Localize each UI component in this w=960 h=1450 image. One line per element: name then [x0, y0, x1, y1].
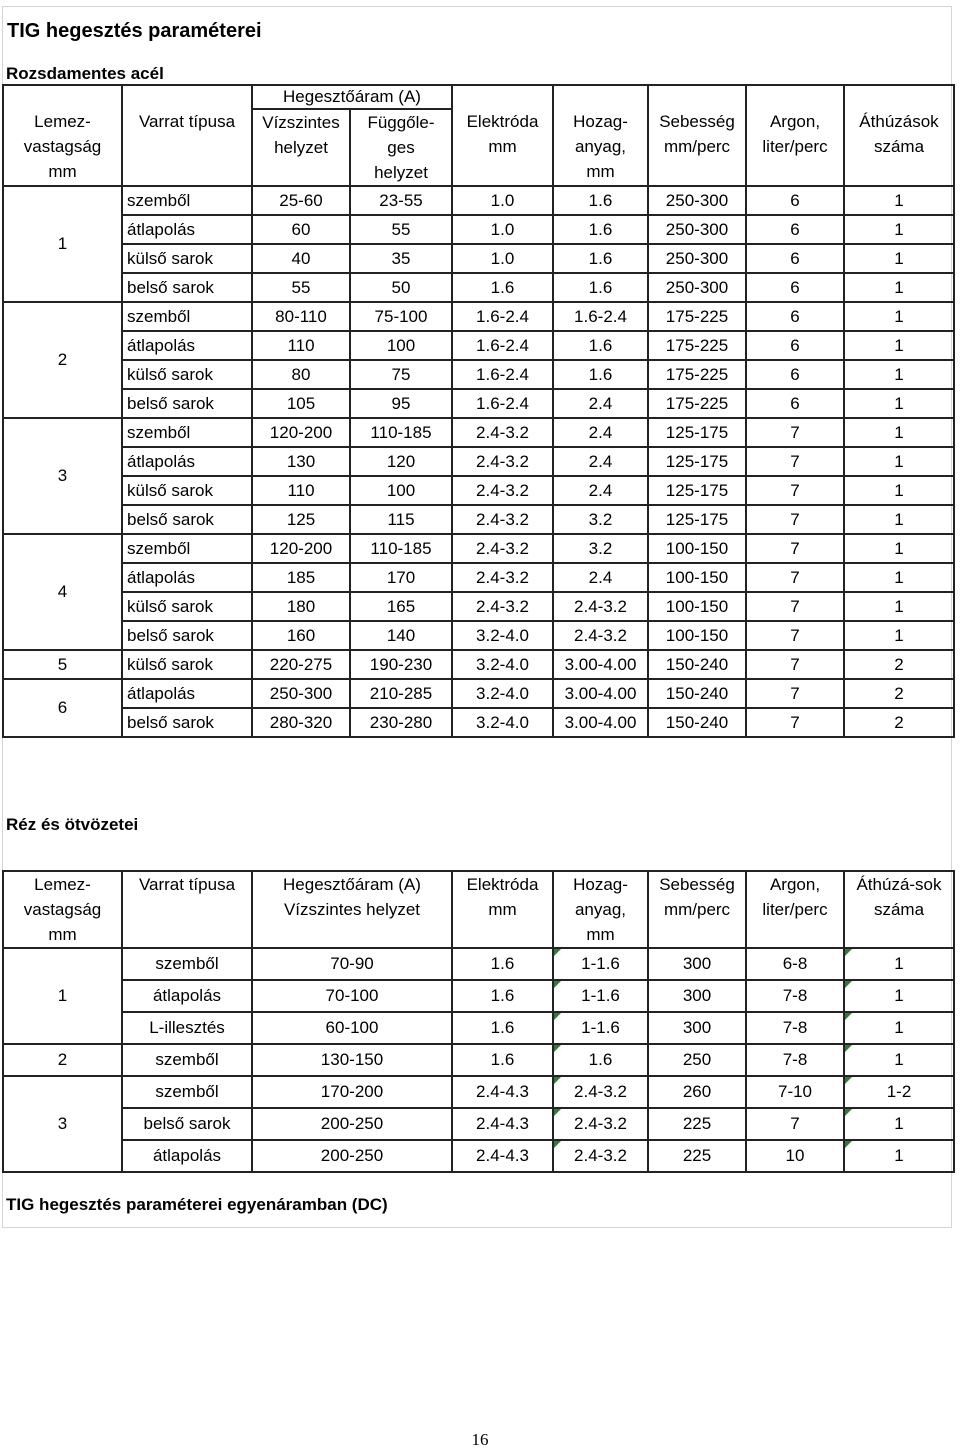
value-cell: 7-10 — [746, 1076, 844, 1108]
value-cell: 130-150 — [252, 1044, 452, 1076]
weld-type-cell: belső sarok — [122, 708, 252, 737]
table-row — [3, 273, 954, 302]
value-cell: 1 — [844, 1140, 954, 1172]
value-cell: 2.4-3.2 — [452, 505, 553, 534]
thickness-cell: 2 — [3, 302, 122, 418]
value-cell: 1-1.6 — [553, 1012, 648, 1044]
value-cell: 7 — [746, 563, 844, 592]
value-cell: 1.6 — [553, 273, 648, 302]
value-cell: 100-150 — [648, 592, 746, 621]
value-cell: 2.4-3.2 — [452, 476, 553, 505]
value-cell: 1 — [844, 948, 954, 980]
section-title-stainless: Rozsdamentes acél — [6, 64, 164, 83]
value-cell: 1 — [844, 244, 954, 273]
value-cell: 1 — [844, 215, 954, 244]
value-cell: 190-230 — [350, 650, 452, 679]
value-cell: 7 — [746, 650, 844, 679]
value-cell: 3.2-4.0 — [452, 679, 553, 708]
weld-type-cell: szemből — [122, 302, 252, 331]
value-cell: 1 — [844, 534, 954, 563]
table-row — [3, 215, 954, 244]
weld-type-cell: külső sarok — [122, 476, 252, 505]
value-cell: 1 — [844, 505, 954, 534]
table-row — [3, 331, 954, 360]
header-blank — [553, 85, 648, 109]
table-row — [3, 1012, 954, 1044]
header-vertical: Függőle- ges helyzet — [350, 109, 452, 186]
value-cell: 3.2-4.0 — [452, 650, 553, 679]
value-cell: 1.6 — [452, 1012, 553, 1044]
value-cell: 280-320 — [252, 708, 350, 737]
value-cell: 3.00-4.00 — [553, 650, 648, 679]
value-cell: 100-150 — [648, 534, 746, 563]
value-cell: 250-300 — [648, 215, 746, 244]
table-row — [3, 534, 954, 563]
value-cell: 7 — [746, 621, 844, 650]
header-speed: Sebesség mm/perc — [648, 871, 746, 948]
weld-type-cell: külső sarok — [122, 650, 252, 679]
weld-type-cell: belső sarok — [122, 1108, 252, 1140]
value-cell: 300 — [648, 980, 746, 1012]
value-cell: 1 — [844, 389, 954, 418]
value-cell: 55 — [252, 273, 350, 302]
thickness-cell: 3 — [3, 418, 122, 534]
table-row — [3, 621, 954, 650]
value-cell: 1 — [844, 1044, 954, 1076]
value-cell: 175-225 — [648, 331, 746, 360]
value-cell: 2 — [844, 708, 954, 737]
value-cell: 6-8 — [746, 948, 844, 980]
value-cell: 125-175 — [648, 476, 746, 505]
value-cell: 175-225 — [648, 389, 746, 418]
value-cell: 1.6-2.4 — [452, 389, 553, 418]
weld-type-cell: átlapolás — [122, 331, 252, 360]
value-cell: 260 — [648, 1076, 746, 1108]
value-cell: 1.6 — [553, 244, 648, 273]
table-row — [3, 563, 954, 592]
value-cell: 80 — [252, 360, 350, 389]
header-speed: Sebesség mm/perc — [648, 109, 746, 186]
value-cell: 1 — [844, 273, 954, 302]
value-cell: 220-275 — [252, 650, 350, 679]
table-row — [3, 650, 954, 679]
value-cell: 3.2 — [553, 505, 648, 534]
thickness-cell: 3 — [3, 1076, 122, 1172]
value-cell: 1.6-2.4 — [553, 302, 648, 331]
value-cell: 1.6 — [553, 360, 648, 389]
weld-type-cell: átlapolás — [122, 215, 252, 244]
value-cell: 1 — [844, 476, 954, 505]
weld-type-cell: szemből — [122, 186, 252, 215]
value-cell: 10 — [746, 1140, 844, 1172]
header-passes: Áthúzá-sok száma — [844, 871, 954, 948]
value-cell: 3.00-4.00 — [553, 708, 648, 737]
value-cell: 80-110 — [252, 302, 350, 331]
table-row — [3, 447, 954, 476]
value-cell: 175-225 — [648, 302, 746, 331]
weld-type-cell: belső sarok — [122, 505, 252, 534]
table-row — [3, 708, 954, 737]
footer-title: TIG hegesztés paraméterei egyenáramban (DC) — [6, 1195, 388, 1214]
header-horizontal: Vízszintes helyzet — [252, 109, 350, 186]
value-cell: 200-250 — [252, 1108, 452, 1140]
table-row — [3, 1140, 954, 1172]
table-row — [3, 1076, 954, 1108]
value-cell: 70-90 — [252, 948, 452, 980]
header-weld-type: Varrat típusa — [122, 109, 252, 186]
value-cell: 250-300 — [648, 244, 746, 273]
value-cell: 1.0 — [452, 186, 553, 215]
weld-type-cell: külső sarok — [122, 360, 252, 389]
value-cell: 1 — [844, 360, 954, 389]
value-cell: 3.2-4.0 — [452, 621, 553, 650]
weld-type-cell: szemből — [122, 948, 252, 980]
header-blank — [648, 85, 746, 109]
weld-type-cell: átlapolás — [122, 563, 252, 592]
header-blank — [746, 85, 844, 109]
value-cell: 1.0 — [452, 215, 553, 244]
weld-type-cell: átlapolás — [122, 980, 252, 1012]
value-cell: 1 — [844, 621, 954, 650]
value-cell: 6 — [746, 360, 844, 389]
value-cell: 125 — [252, 505, 350, 534]
value-cell: 2.4 — [553, 447, 648, 476]
value-cell: 1-2 — [844, 1076, 954, 1108]
value-cell: 210-285 — [350, 679, 452, 708]
header-current-group: Hegesztőáram (A) — [252, 85, 452, 109]
value-cell: 6 — [746, 244, 844, 273]
header-argon: Argon, liter/perc — [746, 871, 844, 948]
table-row — [3, 389, 954, 418]
value-cell: 110 — [252, 331, 350, 360]
thickness-cell: 2 — [3, 1044, 122, 1076]
thickness-cell: 4 — [3, 534, 122, 650]
table-row — [3, 476, 954, 505]
value-cell: 6 — [746, 273, 844, 302]
value-cell: 60-100 — [252, 1012, 452, 1044]
weld-type-cell: átlapolás — [122, 447, 252, 476]
table-row — [3, 679, 954, 708]
weld-type-cell: L-illesztés — [122, 1012, 252, 1044]
value-cell: 100 — [350, 476, 452, 505]
table-row — [3, 244, 954, 273]
value-cell: 2.4-3.2 — [452, 563, 553, 592]
value-cell: 225 — [648, 1108, 746, 1140]
value-cell: 1.6 — [452, 948, 553, 980]
page-number: 16 — [471, 1430, 489, 1449]
value-cell: 7 — [746, 534, 844, 563]
value-cell: 1 — [844, 331, 954, 360]
header-blank — [452, 85, 553, 109]
value-cell: 55 — [350, 215, 452, 244]
value-cell: 250 — [648, 1044, 746, 1076]
value-cell: 100-150 — [648, 563, 746, 592]
value-cell: 3.2-4.0 — [452, 708, 553, 737]
value-cell: 2.4-4.3 — [452, 1076, 553, 1108]
value-cell: 160 — [252, 621, 350, 650]
value-cell: 75 — [350, 360, 452, 389]
value-cell: 1.6 — [452, 273, 553, 302]
value-cell: 35 — [350, 244, 452, 273]
value-cell: 1 — [844, 980, 954, 1012]
value-cell: 2.4 — [553, 476, 648, 505]
thickness-cell: 6 — [3, 679, 122, 737]
value-cell: 100-150 — [648, 621, 746, 650]
value-cell: 250-300 — [648, 186, 746, 215]
header-thickness: Lemez- vastagság mm — [3, 109, 122, 186]
table-row — [3, 186, 954, 215]
table-row — [3, 1108, 954, 1140]
value-cell: 100 — [350, 331, 452, 360]
value-cell: 23-55 — [350, 186, 452, 215]
value-cell: 1.6 — [452, 1044, 553, 1076]
weld-type-cell: belső sarok — [122, 389, 252, 418]
value-cell: 1 — [844, 418, 954, 447]
value-cell: 7 — [746, 447, 844, 476]
weld-type-cell: belső sarok — [122, 621, 252, 650]
weld-type-cell: külső sarok — [122, 244, 252, 273]
value-cell: 230-280 — [350, 708, 452, 737]
value-cell: 3.00-4.00 — [553, 679, 648, 708]
value-cell: 170-200 — [252, 1076, 452, 1108]
thickness-cell: 1 — [3, 948, 122, 1044]
value-cell: 1 — [844, 1108, 954, 1140]
value-cell: 1 — [844, 447, 954, 476]
header-blank — [3, 85, 122, 109]
value-cell: 150-240 — [648, 708, 746, 737]
value-cell: 7 — [746, 708, 844, 737]
value-cell: 1-1.6 — [553, 948, 648, 980]
value-cell: 7 — [746, 505, 844, 534]
value-cell: 2.4 — [553, 563, 648, 592]
value-cell: 2.4-4.3 — [452, 1140, 553, 1172]
value-cell: 1.6-2.4 — [452, 302, 553, 331]
value-cell: 185 — [252, 563, 350, 592]
value-cell: 75-100 — [350, 302, 452, 331]
header-electrode: Elektróda mm — [452, 109, 553, 186]
value-cell: 6 — [746, 331, 844, 360]
value-cell: 6 — [746, 389, 844, 418]
value-cell: 7 — [746, 1108, 844, 1140]
value-cell: 2 — [844, 650, 954, 679]
header-blank — [122, 85, 252, 109]
value-cell: 300 — [648, 1012, 746, 1044]
section-title-copper: Réz és ötvözetei — [6, 815, 139, 834]
value-cell: 2.4-3.2 — [553, 592, 648, 621]
value-cell: 125-175 — [648, 447, 746, 476]
value-cell: 150-240 — [648, 650, 746, 679]
value-cell: 225 — [648, 1140, 746, 1172]
copper-alloys-table — [2, 870, 955, 1173]
value-cell: 2.4-4.3 — [452, 1108, 553, 1140]
header-filler: Hozag- anyag, mm — [553, 871, 648, 948]
table-row — [3, 980, 954, 1012]
weld-type-cell: külső sarok — [122, 592, 252, 621]
value-cell: 1 — [844, 302, 954, 331]
value-cell: 1 — [844, 186, 954, 215]
weld-type-cell: szemből — [122, 418, 252, 447]
value-cell: 2.4 — [553, 418, 648, 447]
header-electrode: Elektróda mm — [452, 871, 553, 948]
value-cell: 7-8 — [746, 1012, 844, 1044]
weld-type-cell: átlapolás — [122, 1140, 252, 1172]
value-cell: 250-300 — [648, 273, 746, 302]
value-cell: 40 — [252, 244, 350, 273]
value-cell: 300 — [648, 948, 746, 980]
value-cell: 1-1.6 — [553, 980, 648, 1012]
page-title: TIG hegesztés paraméterei — [7, 20, 262, 42]
value-cell: 2.4-3.2 — [553, 621, 648, 650]
weld-type-cell: szemből — [122, 1076, 252, 1108]
value-cell: 95 — [350, 389, 452, 418]
value-cell: 150-240 — [648, 679, 746, 708]
header-filler: Hozag- anyag, mm — [553, 109, 648, 186]
value-cell: 180 — [252, 592, 350, 621]
value-cell: 2.4-3.2 — [452, 592, 553, 621]
value-cell: 6 — [746, 186, 844, 215]
value-cell: 1.6 — [553, 186, 648, 215]
value-cell: 3.2 — [553, 534, 648, 563]
value-cell: 2.4-3.2 — [452, 418, 553, 447]
value-cell: 2.4-3.2 — [452, 447, 553, 476]
value-cell: 2.4-3.2 — [553, 1076, 648, 1108]
value-cell: 120-200 — [252, 534, 350, 563]
table-row — [3, 1044, 954, 1076]
table-row — [3, 592, 954, 621]
value-cell: 105 — [252, 389, 350, 418]
value-cell: 7-8 — [746, 980, 844, 1012]
value-cell: 125-175 — [648, 418, 746, 447]
weld-type-cell: szemből — [122, 1044, 252, 1076]
value-cell: 7 — [746, 679, 844, 708]
value-cell: 110-185 — [350, 534, 452, 563]
header-blank — [844, 85, 954, 109]
value-cell: 6 — [746, 302, 844, 331]
value-cell: 7 — [746, 476, 844, 505]
value-cell: 2.4-3.2 — [452, 534, 553, 563]
value-cell: 25-60 — [252, 186, 350, 215]
value-cell: 1.6 — [553, 215, 648, 244]
value-cell: 60 — [252, 215, 350, 244]
value-cell: 130 — [252, 447, 350, 476]
header-argon: Argon, liter/perc — [746, 109, 844, 186]
table-row — [3, 302, 954, 331]
header-thickness: Lemez- vastagság mm — [3, 871, 122, 948]
value-cell: 2.4 — [553, 389, 648, 418]
value-cell: 1 — [844, 1012, 954, 1044]
table-row — [3, 360, 954, 389]
thickness-cell: 1 — [3, 186, 122, 302]
value-cell: 2.4-3.2 — [553, 1108, 648, 1140]
value-cell: 1.6 — [553, 1044, 648, 1076]
header-current: Hegesztőáram (A) Vízszintes helyzet — [252, 871, 452, 948]
weld-type-cell: szemből — [122, 534, 252, 563]
value-cell: 7 — [746, 592, 844, 621]
value-cell: 175-225 — [648, 360, 746, 389]
value-cell: 7 — [746, 418, 844, 447]
value-cell: 1.6-2.4 — [452, 331, 553, 360]
stainless-steel-table — [2, 84, 955, 738]
value-cell: 70-100 — [252, 980, 452, 1012]
value-cell: 170 — [350, 563, 452, 592]
value-cell: 1.0 — [452, 244, 553, 273]
header-weld-type: Varrat típusa — [122, 871, 252, 948]
value-cell: 120 — [350, 447, 452, 476]
value-cell: 1.6 — [553, 331, 648, 360]
value-cell: 140 — [350, 621, 452, 650]
value-cell: 6 — [746, 215, 844, 244]
value-cell: 110 — [252, 476, 350, 505]
table-row — [3, 418, 954, 447]
weld-type-cell: átlapolás — [122, 679, 252, 708]
header-passes: Áthúzások száma — [844, 109, 954, 186]
thickness-cell: 5 — [3, 650, 122, 679]
value-cell: 1 — [844, 592, 954, 621]
value-cell: 1.6 — [452, 980, 553, 1012]
value-cell: 165 — [350, 592, 452, 621]
value-cell: 7-8 — [746, 1044, 844, 1076]
value-cell: 1.6-2.4 — [452, 360, 553, 389]
value-cell: 2 — [844, 679, 954, 708]
value-cell: 200-250 — [252, 1140, 452, 1172]
table-row — [3, 948, 954, 980]
value-cell: 110-185 — [350, 418, 452, 447]
value-cell: 250-300 — [252, 679, 350, 708]
value-cell: 125-175 — [648, 505, 746, 534]
value-cell: 1 — [844, 563, 954, 592]
value-cell: 2.4-3.2 — [553, 1140, 648, 1172]
table-row — [3, 505, 954, 534]
value-cell: 120-200 — [252, 418, 350, 447]
weld-type-cell: belső sarok — [122, 273, 252, 302]
value-cell: 115 — [350, 505, 452, 534]
value-cell: 50 — [350, 273, 452, 302]
